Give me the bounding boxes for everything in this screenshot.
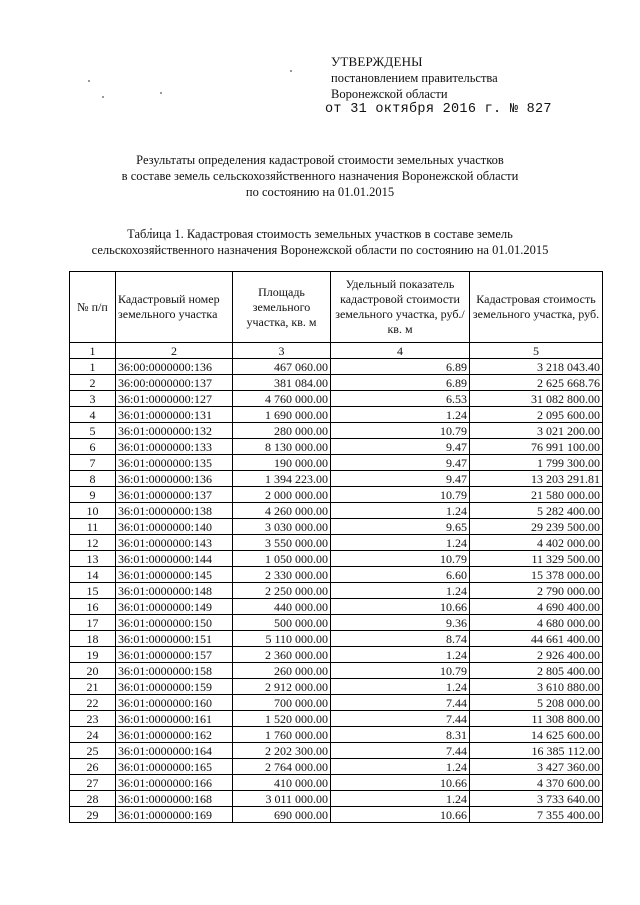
table-row [70, 375, 603, 391]
row-number-cell: 23 [70, 711, 116, 727]
cadastral-value-cell: 4 402 000.00 [470, 535, 603, 551]
unit-value-cell: 6.53 [331, 391, 470, 407]
document-title-line-2: в составе земель сельскохозяйственного назначения Воронежской области [121, 169, 519, 183]
area-cell: 1 520 000.00 [233, 711, 331, 727]
area-cell: 2 912 000.00 [233, 679, 331, 695]
cadastral-value-cell: 2 095 600.00 [470, 407, 603, 423]
row-number-cell: 20 [70, 663, 116, 679]
area-cell: 280 000.00 [233, 423, 331, 439]
unit-value-cell: 1.24 [331, 679, 470, 695]
table-caption-line-1: Таблица 1. Кадастровая стоимость земельных участков в составе земель [127, 227, 513, 241]
area-cell: 381 084.00 [233, 375, 331, 391]
unit-value-cell: 1.24 [331, 583, 470, 599]
cadastral-number-cell: 36:01:0000000:168 [116, 791, 233, 807]
approval-date: от 31 октября 2016 г. № 827 [325, 102, 552, 117]
unit-value-cell: 6.60 [331, 567, 470, 583]
cadastral-number-cell: 36:01:0000000:138 [116, 503, 233, 519]
cadastral-value-cell: 5 208 000.00 [470, 695, 603, 711]
row-number-cell: 3 [70, 391, 116, 407]
table-row [70, 631, 603, 647]
unit-value-cell: 8.31 [331, 727, 470, 743]
cadastral-number-cell: 36:01:0000000:131 [116, 407, 233, 423]
area-cell: 3 011 000.00 [233, 791, 331, 807]
document-title [0, 152, 640, 200]
cadastral-value-cell: 14 625 600.00 [470, 727, 603, 743]
area-cell: 1 690 000.00 [233, 407, 331, 423]
row-number-cell: 9 [70, 487, 116, 503]
row-number-cell: 15 [70, 583, 116, 599]
cadastral-number-cell: 36:01:0000000:140 [116, 519, 233, 535]
unit-value-cell: 10.66 [331, 775, 470, 791]
cadastral-number-cell: 36:01:0000000:144 [116, 551, 233, 567]
table-caption-line-2: сельскохозяйственного назначения Воронежской области по состоянию на 01.01.2015 [91, 243, 549, 257]
row-number-cell: 14 [70, 567, 116, 583]
approval-line-2: Воронежской области [331, 87, 448, 101]
cadastral-value-cell: 1 799 300.00 [470, 455, 603, 471]
unit-value-cell: 9.47 [331, 455, 470, 471]
table-row [70, 695, 603, 711]
cadastral-number-cell: 36:01:0000000:161 [116, 711, 233, 727]
row-number-cell: 12 [70, 535, 116, 551]
row-number-cell: 13 [70, 551, 116, 567]
area-cell: 410 000.00 [233, 775, 331, 791]
area-cell: 2 202 300.00 [233, 743, 331, 759]
table-row [70, 583, 603, 599]
unit-value-cell: 8.74 [331, 631, 470, 647]
cadastral-value-cell: 3 218 043.40 [470, 359, 603, 375]
unit-value-cell: 10.79 [331, 487, 470, 503]
cadastral-value-cell: 4 370 600.00 [470, 775, 603, 791]
cadastral-value-cell: 15 378 000.00 [470, 567, 603, 583]
cadastral-value-cell: 44 661 400.00 [470, 631, 603, 647]
row-number-cell: 28 [70, 791, 116, 807]
row-number-cell: 29 [70, 807, 116, 823]
cadastral-value-cell: 4 680 000.00 [470, 615, 603, 631]
area-cell: 4 260 000.00 [233, 503, 331, 519]
table-row [70, 535, 603, 551]
cadastral-value-cell: 3 733 640.00 [470, 791, 603, 807]
table-row [70, 791, 603, 807]
area-cell: 2 330 000.00 [233, 567, 331, 583]
cadastral-number-cell: 36:01:0000000:165 [116, 759, 233, 775]
table-row [70, 359, 603, 375]
cadastral-number-cell: 36:01:0000000:148 [116, 583, 233, 599]
cadastral-number-cell: 36:01:0000000:151 [116, 631, 233, 647]
table-row [70, 775, 603, 791]
row-number-cell: 18 [70, 631, 116, 647]
area-cell: 500 000.00 [233, 615, 331, 631]
cadastral-value-cell: 2 926 400.00 [470, 647, 603, 663]
document-title-line-3: по состоянию на 01.01.2015 [245, 185, 395, 199]
cadastral-number-cell: 36:01:0000000:157 [116, 647, 233, 663]
area-cell: 4 760 000.00 [233, 391, 331, 407]
cadastral-number-cell: 36:01:0000000:145 [116, 567, 233, 583]
unit-value-cell: 9.36 [331, 615, 470, 631]
table-row [70, 599, 603, 615]
area-cell: 690 000.00 [233, 807, 331, 823]
header-area: Площадь земельного участка, кв. м [233, 272, 331, 343]
cadastral-number-cell: 36:01:0000000:158 [116, 663, 233, 679]
unit-value-cell: 7.44 [331, 711, 470, 727]
table-row [70, 439, 603, 455]
area-cell: 2 764 000.00 [233, 759, 331, 775]
table-body [70, 343, 603, 823]
cadastral-number-cell: 36:01:0000000:166 [116, 775, 233, 791]
column-number-row [70, 343, 603, 359]
unit-value-cell: 10.79 [331, 663, 470, 679]
table-row [70, 519, 603, 535]
row-number-cell: 10 [70, 503, 116, 519]
cadastral-number-cell: 36:00:0000000:136 [116, 359, 233, 375]
unit-value-cell: 1.24 [331, 647, 470, 663]
cadastral-value-cell: 3 610 880.00 [470, 679, 603, 695]
unit-value-cell: 1.24 [331, 791, 470, 807]
table-row [70, 423, 603, 439]
row-number-cell: 22 [70, 695, 116, 711]
approval-heading: УТВЕРЖДЕНЫ [331, 54, 423, 69]
area-cell: 1 050 000.00 [233, 551, 331, 567]
area-cell: 260 000.00 [233, 663, 331, 679]
column-number: 2 [116, 343, 233, 359]
area-cell: 440 000.00 [233, 599, 331, 615]
cadastral-value-cell: 13 203 291.81 [470, 471, 603, 487]
unit-value-cell: 10.79 [331, 551, 470, 567]
table-header-row [70, 272, 603, 343]
area-cell: 467 060.00 [233, 359, 331, 375]
row-number-cell: 4 [70, 407, 116, 423]
cadastral-number-cell: 36:00:0000000:137 [116, 375, 233, 391]
unit-value-cell: 9.47 [331, 471, 470, 487]
table-row [70, 759, 603, 775]
unit-value-cell: 9.65 [331, 519, 470, 535]
area-cell: 2 000 000.00 [233, 487, 331, 503]
cadastral-value-cell: 31 082 800.00 [470, 391, 603, 407]
unit-value-cell: 7.44 [331, 743, 470, 759]
row-number-cell: 8 [70, 471, 116, 487]
row-number-cell: 17 [70, 615, 116, 631]
column-number: 3 [233, 343, 331, 359]
row-number-cell: 6 [70, 439, 116, 455]
table-row [70, 551, 603, 567]
document-title-line-1: Результаты определения кадастровой стоимости земельных участков [136, 153, 504, 167]
cadastral-value-table [69, 271, 603, 823]
cadastral-number-cell: 36:01:0000000:133 [116, 439, 233, 455]
table-row [70, 615, 603, 631]
cadastral-value-cell: 3 021 200.00 [470, 423, 603, 439]
unit-value-cell: 9.47 [331, 439, 470, 455]
column-number: 4 [331, 343, 470, 359]
area-cell: 1 394 223.00 [233, 471, 331, 487]
unit-value-cell: 6.89 [331, 375, 470, 391]
header-cadastral-value: Кадастровая стоимость земельного участка, руб. [470, 272, 603, 343]
table-row [70, 567, 603, 583]
cadastral-value-cell: 16 385 112.00 [470, 743, 603, 759]
cadastral-value-cell: 5 282 400.00 [470, 503, 603, 519]
table-row [70, 663, 603, 679]
cadastral-value-cell: 76 991 100.00 [470, 439, 603, 455]
header-unit-value: Удельный показатель кадастровой стоимости земельного участка, руб./кв. м [331, 272, 470, 343]
cadastral-number-cell: 36:01:0000000:159 [116, 679, 233, 695]
row-number-cell: 7 [70, 455, 116, 471]
table-row [70, 647, 603, 663]
table-caption [0, 226, 640, 258]
unit-value-cell: 6.89 [331, 359, 470, 375]
cadastral-number-cell: 36:01:0000000:169 [116, 807, 233, 823]
column-number: 1 [70, 343, 116, 359]
cadastral-value-cell: 7 355 400.00 [470, 807, 603, 823]
area-cell: 190 000.00 [233, 455, 331, 471]
table-row [70, 727, 603, 743]
cadastral-number-cell: 36:01:0000000:135 [116, 455, 233, 471]
area-cell: 8 130 000.00 [233, 439, 331, 455]
area-cell: 3 550 000.00 [233, 535, 331, 551]
unit-value-cell: 7.44 [331, 695, 470, 711]
row-number-cell: 25 [70, 743, 116, 759]
cadastral-value-cell: 2 790 000.00 [470, 583, 603, 599]
cadastral-value-cell: 2 625 668.76 [470, 375, 603, 391]
cadastral-number-cell: 36:01:0000000:137 [116, 487, 233, 503]
table-row [70, 743, 603, 759]
cadastral-number-cell: 36:01:0000000:149 [116, 599, 233, 615]
area-cell: 700 000.00 [233, 695, 331, 711]
table-row [70, 391, 603, 407]
unit-value-cell: 10.66 [331, 807, 470, 823]
cadastral-value-cell: 4 690 400.00 [470, 599, 603, 615]
cadastral-value-cell: 29 239 500.00 [470, 519, 603, 535]
approval-stamp [325, 54, 552, 118]
header-cadastral-number: Кадастровый номер земельного участка [116, 272, 233, 343]
area-cell: 2 360 000.00 [233, 647, 331, 663]
header-number: № п/п [70, 272, 116, 343]
approval-line-1: постановлением правительства [331, 71, 498, 85]
row-number-cell: 16 [70, 599, 116, 615]
unit-value-cell: 1.24 [331, 503, 470, 519]
cadastral-value-cell: 3 427 360.00 [470, 759, 603, 775]
cadastral-number-cell: 36:01:0000000:150 [116, 615, 233, 631]
unit-value-cell: 1.24 [331, 535, 470, 551]
cadastral-number-cell: 36:01:0000000:136 [116, 471, 233, 487]
row-number-cell: 24 [70, 727, 116, 743]
row-number-cell: 5 [70, 423, 116, 439]
table-row [70, 679, 603, 695]
cadastral-number-cell: 36:01:0000000:127 [116, 391, 233, 407]
area-cell: 5 110 000.00 [233, 631, 331, 647]
cadastral-value-cell: 21 580 000.00 [470, 487, 603, 503]
cadastral-number-cell: 36:01:0000000:160 [116, 695, 233, 711]
unit-value-cell: 1.24 [331, 407, 470, 423]
cadastral-number-cell: 36:01:0000000:162 [116, 727, 233, 743]
area-cell: 1 760 000.00 [233, 727, 331, 743]
cadastral-number-cell: 36:01:0000000:132 [116, 423, 233, 439]
row-number-cell: 21 [70, 679, 116, 695]
cadastral-value-cell: 11 308 800.00 [470, 711, 603, 727]
row-number-cell: 1 [70, 359, 116, 375]
unit-value-cell: 10.79 [331, 423, 470, 439]
table-row [70, 487, 603, 503]
cadastral-number-cell: 36:01:0000000:164 [116, 743, 233, 759]
table-row [70, 407, 603, 423]
cadastral-number-cell: 36:01:0000000:143 [116, 535, 233, 551]
cadastral-value-cell: 11 329 500.00 [470, 551, 603, 567]
table-row [70, 503, 603, 519]
row-number-cell: 27 [70, 775, 116, 791]
cadastral-value-cell: 2 805 400.00 [470, 663, 603, 679]
unit-value-cell: 1.24 [331, 759, 470, 775]
area-cell: 3 030 000.00 [233, 519, 331, 535]
table-row [70, 471, 603, 487]
table-row [70, 455, 603, 471]
unit-value-cell: 10.66 [331, 599, 470, 615]
column-number: 5 [470, 343, 603, 359]
row-number-cell: 2 [70, 375, 116, 391]
row-number-cell: 19 [70, 647, 116, 663]
row-number-cell: 11 [70, 519, 116, 535]
table-row [70, 711, 603, 727]
table-row [70, 807, 603, 823]
row-number-cell: 26 [70, 759, 116, 775]
area-cell: 2 250 000.00 [233, 583, 331, 599]
